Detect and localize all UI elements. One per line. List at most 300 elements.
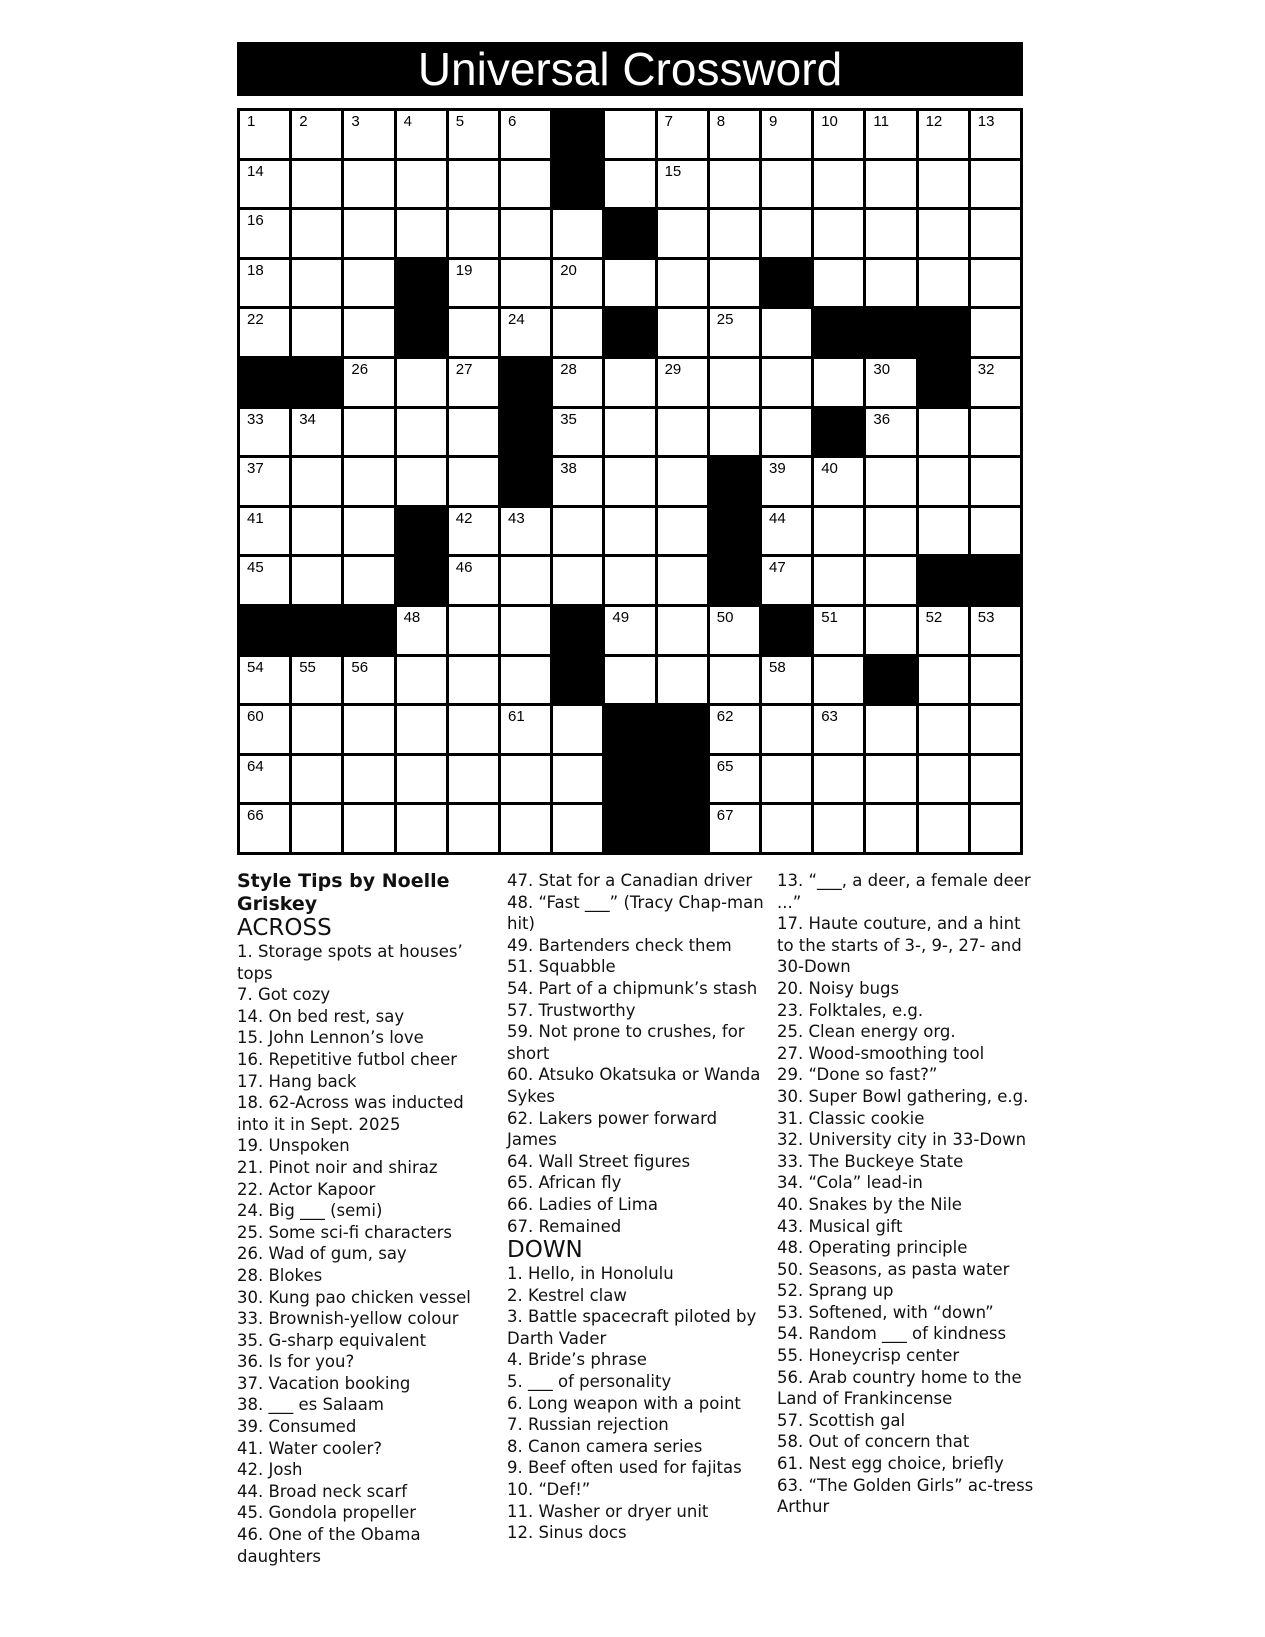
grid-cell[interactable] (971, 756, 1020, 803)
grid-cell[interactable] (344, 458, 393, 505)
grid-cell[interactable] (344, 309, 393, 356)
clue: 40. Snakes by the Nile (777, 1194, 962, 1214)
grid-cell[interactable] (971, 161, 1020, 208)
grid-cell[interactable] (501, 161, 550, 208)
cell-number: 33 (247, 410, 264, 428)
grid-cell[interactable] (553, 210, 602, 257)
grid-cell[interactable] (919, 756, 968, 803)
grid-cell[interactable] (814, 706, 863, 753)
grid-cell[interactable] (919, 706, 968, 753)
grid-cell[interactable] (971, 309, 1020, 356)
grid-cell[interactable] (449, 458, 498, 505)
grid-cell[interactable] (240, 805, 289, 852)
down-clue-list (507, 1263, 769, 1544)
clue: 38. ___ es Salaam (237, 1395, 384, 1415)
grid-cell[interactable] (240, 657, 289, 704)
grid-cell[interactable] (658, 210, 707, 257)
grid-cell[interactable] (658, 260, 707, 307)
grid-cell[interactable] (814, 359, 863, 406)
cell-number: 52 (925, 609, 943, 626)
grid-cell[interactable] (449, 161, 498, 208)
clue: 54. Random ___ of kindness (777, 1324, 1007, 1344)
grid-cell[interactable] (866, 210, 915, 257)
clue: 61. Nest egg choice, briefly (777, 1454, 1004, 1474)
grid-cell[interactable] (449, 557, 498, 604)
grid-cell[interactable] (397, 805, 446, 852)
clue: 8. Canon camera series (507, 1436, 703, 1456)
grid-cell[interactable] (919, 161, 968, 208)
grid-cell[interactable] (866, 706, 915, 753)
grid-cell[interactable] (971, 409, 1020, 456)
clue: 22. Actor Kapoor (237, 1179, 376, 1199)
grid-cell[interactable] (710, 805, 759, 852)
grid-cell[interactable] (292, 458, 341, 505)
grid-cell[interactable] (971, 111, 1020, 158)
grid-cell[interactable] (658, 161, 707, 208)
grid-cell[interactable] (449, 260, 498, 307)
clue: 17. Hang back (237, 1071, 357, 1091)
cell-number: 25 (716, 311, 734, 329)
grid-cell[interactable] (814, 805, 863, 852)
cell-number: 54 (247, 658, 264, 676)
grid-cell[interactable] (553, 260, 602, 307)
grid-cell[interactable] (240, 111, 289, 158)
grid-cell[interactable] (501, 111, 550, 158)
clue: 55. Honeycrisp center (777, 1346, 960, 1366)
cell-number: 40 (821, 460, 838, 478)
clue: 44. Broad neck scarf (237, 1481, 408, 1501)
grid-cell[interactable] (605, 161, 654, 208)
grid-cell[interactable] (240, 756, 289, 803)
clue: 33. The Buckeye State (777, 1151, 964, 1171)
grid-cell[interactable] (814, 607, 863, 654)
grid-cell[interactable] (814, 508, 863, 555)
grid-cell[interactable] (710, 756, 759, 803)
cell-number: 61 (508, 708, 525, 726)
grid-cell[interactable] (292, 210, 341, 257)
grid-cell[interactable] (292, 557, 341, 604)
clue: 30. Kung pao chicken vessel (237, 1287, 471, 1307)
grid-cell[interactable] (971, 706, 1020, 753)
clue: 51. Squabble (507, 957, 616, 977)
grid-cell[interactable] (449, 409, 498, 456)
grid-cell[interactable] (658, 607, 707, 654)
grid-cell[interactable] (866, 508, 915, 555)
cell-number: 14 (247, 162, 264, 180)
crossword-grid (237, 108, 1023, 855)
grid-cell[interactable] (866, 805, 915, 852)
clue: 56. Arab country home to the Land of Frankincense (777, 1367, 1022, 1409)
grid-cell[interactable] (501, 657, 550, 704)
clue: 50. Seasons, as pasta water (777, 1259, 1010, 1279)
grid-cell[interactable] (919, 111, 968, 158)
cell-number: 16 (247, 212, 264, 230)
grid-cell[interactable] (605, 508, 654, 555)
cell-number: 27 (455, 361, 473, 378)
clue: 53. Softened, with “down” (777, 1302, 994, 1322)
grid-cell[interactable] (971, 359, 1020, 406)
clue: 15. John Lennon’s love (237, 1028, 424, 1048)
clue: 54. Part of a chipmunk’s stash (507, 978, 758, 998)
grid-cell[interactable] (449, 657, 498, 704)
clue: 1. Storage spots at houses’ tops (237, 942, 463, 983)
grid-cell[interactable] (240, 309, 289, 356)
grid-cell[interactable] (658, 359, 707, 406)
cell-number: 41 (247, 509, 264, 527)
grid-cell[interactable] (344, 706, 393, 753)
grid-cell[interactable] (553, 458, 602, 505)
clue: 28. Blokes (237, 1265, 323, 1285)
clue: 3. Battle spacecraft piloted by Darth Vader (507, 1307, 757, 1348)
across-clue-list (237, 941, 499, 1567)
grid-cell[interactable] (449, 111, 498, 158)
clue: 65. African fly (507, 1173, 622, 1193)
grid-cell[interactable] (710, 309, 759, 356)
grid-cell[interactable] (449, 706, 498, 753)
grid-cell[interactable] (710, 706, 759, 753)
grid-cell[interactable] (553, 359, 602, 406)
grid-cell[interactable] (919, 210, 968, 257)
clue: 23. Folktales, e.g. (777, 1000, 924, 1020)
clue: 10. “Def!” (507, 1480, 591, 1500)
clue: 25. Clean energy org. (777, 1022, 956, 1042)
cell-number: 5 (455, 113, 465, 130)
grid-cell[interactable] (449, 210, 498, 257)
clue: 20. Noisy bugs (777, 978, 900, 998)
clue: 33. Brownish-yellow colour (237, 1309, 459, 1329)
grid-cell[interactable] (344, 359, 393, 406)
grid-cell[interactable] (658, 111, 707, 158)
grid-cell[interactable] (344, 805, 393, 852)
grid-cell[interactable] (710, 111, 759, 158)
clue: 24. Big ___ (semi) (237, 1201, 383, 1221)
grid-cell[interactable] (919, 657, 968, 704)
grid-cell[interactable] (866, 111, 915, 158)
grid-cell[interactable] (397, 210, 446, 257)
grid-cell[interactable] (449, 756, 498, 803)
grid-cell[interactable] (240, 458, 289, 505)
grid-cell[interactable] (605, 111, 654, 158)
cell-number: 62 (716, 708, 734, 726)
grid-cell[interactable] (501, 805, 550, 852)
grid-cell[interactable] (866, 260, 915, 307)
grid-cell[interactable] (814, 161, 863, 208)
grid-cell[interactable] (449, 359, 498, 406)
clue-column-1 (237, 870, 499, 1567)
grid-cell[interactable] (397, 657, 446, 704)
grid-cell[interactable] (971, 210, 1020, 257)
grid-cell[interactable] (344, 508, 393, 555)
grid-cell[interactable] (866, 161, 915, 208)
clue: 7. Russian rejection (507, 1415, 669, 1435)
grid-cell[interactable] (344, 260, 393, 307)
grid-cell[interactable] (397, 607, 446, 654)
grid-cell[interactable] (658, 409, 707, 456)
clue: 27. Wood-smoothing tool (777, 1043, 985, 1063)
grid-cell[interactable] (240, 409, 289, 456)
cell-number: 56 (351, 658, 369, 676)
clue: 1. Hello, in Honolulu (507, 1264, 674, 1284)
clue: 2. Kestrel claw (507, 1285, 627, 1305)
clue: 67. Remained (507, 1216, 622, 1236)
clue: 66. Ladies of Lima (507, 1194, 658, 1214)
clue: 64. Wall Street figures (507, 1151, 691, 1171)
grid-cell[interactable] (762, 409, 811, 456)
grid-cell[interactable] (605, 458, 654, 505)
grid-cell[interactable] (397, 161, 446, 208)
grid-cell[interactable] (971, 458, 1020, 505)
grid-cell[interactable] (501, 210, 550, 257)
clue: 11. Washer or dryer unit (507, 1501, 709, 1521)
cell-number: 29 (664, 361, 682, 378)
cell-number: 1 (247, 113, 256, 130)
grid-cell[interactable] (553, 508, 602, 555)
grid-cell[interactable] (919, 409, 968, 456)
grid-cell[interactable] (344, 161, 393, 208)
grid-cell[interactable] (240, 706, 289, 753)
grid-cell[interactable] (501, 309, 550, 356)
grid-cell[interactable] (344, 557, 393, 604)
clue: 6. Long weapon with a point (507, 1393, 741, 1413)
grid-cell[interactable] (710, 260, 759, 307)
puzzle-title: Universal Crossword (237, 42, 1023, 96)
grid-cell[interactable] (501, 260, 550, 307)
grid-cell[interactable] (240, 260, 289, 307)
grid-cell[interactable] (710, 161, 759, 208)
grid-cell[interactable] (501, 557, 550, 604)
grid-cell[interactable] (344, 409, 393, 456)
grid-cell[interactable] (292, 508, 341, 555)
cell-number: 44 (769, 509, 786, 527)
grid-cell[interactable] (397, 458, 446, 505)
cell-number: 24 (508, 311, 525, 329)
grid-cell[interactable] (971, 508, 1020, 555)
down-heading: DOWN (507, 1237, 583, 1264)
grid-cell[interactable] (501, 706, 550, 753)
clue: 37. Vacation booking (237, 1373, 411, 1393)
grid-cell[interactable] (866, 607, 915, 654)
grid-cell[interactable] (762, 210, 811, 257)
grid-cell[interactable] (971, 607, 1020, 654)
grid-cell[interactable] (814, 210, 863, 257)
cell-number: 32 (977, 361, 995, 378)
grid-cell[interactable] (762, 756, 811, 803)
grid-cell[interactable] (919, 805, 968, 852)
grid-cell[interactable] (658, 458, 707, 505)
cell-number: 67 (716, 807, 734, 825)
grid-cell[interactable] (866, 458, 915, 505)
grid-cell[interactable] (605, 359, 654, 406)
grid-cell[interactable] (344, 210, 393, 257)
cell-number: 13 (977, 113, 995, 130)
across-clue-list-continued (507, 870, 769, 1237)
grid-cell[interactable] (605, 409, 654, 456)
cell-number: 64 (247, 757, 264, 775)
cell-number: 34 (299, 410, 316, 428)
style-tips-title: Style Tips by Noelle Griskey (237, 870, 450, 915)
grid-cell[interactable] (397, 359, 446, 406)
cell-number: 60 (247, 708, 264, 726)
clue: 41. Water cooler? (237, 1438, 383, 1458)
cell-number: 15 (664, 162, 682, 180)
cell-number: 48 (403, 609, 421, 626)
grid-cell[interactable] (605, 607, 654, 654)
clue: 39. Consumed (237, 1417, 357, 1437)
grid-cell[interactable] (553, 557, 602, 604)
cell-number: 53 (977, 609, 995, 626)
grid-cell[interactable] (814, 657, 863, 704)
grid-cell[interactable] (919, 260, 968, 307)
cell-number: 11 (873, 113, 889, 130)
cell-number: 20 (560, 261, 577, 279)
cell-number: 10 (821, 113, 838, 130)
grid-cell[interactable] (658, 557, 707, 604)
cell-number: 43 (508, 509, 525, 527)
grid-cell[interactable] (814, 260, 863, 307)
grid-cell[interactable] (344, 756, 393, 803)
grid-cell[interactable] (971, 805, 1020, 852)
clue: 48. Operating principle (777, 1238, 968, 1258)
grid-cell[interactable] (292, 161, 341, 208)
cell-number: 49 (612, 609, 630, 626)
grid-cell[interactable] (292, 409, 341, 456)
grid-cell[interactable] (397, 756, 446, 803)
cell-number: 45 (247, 559, 264, 577)
clue-column-3 (777, 870, 1039, 1518)
grid-cell[interactable] (866, 359, 915, 406)
grid-cell[interactable] (553, 756, 602, 803)
grid-cell[interactable] (397, 409, 446, 456)
clue: 7. Got cozy (237, 985, 331, 1005)
grid-cell[interactable] (240, 508, 289, 555)
grid-cell[interactable] (658, 508, 707, 555)
grid-cell[interactable] (397, 111, 446, 158)
grid-cell[interactable] (553, 409, 602, 456)
grid-cell[interactable] (240, 557, 289, 604)
grid-cell[interactable] (292, 260, 341, 307)
grid-cell[interactable] (449, 309, 498, 356)
cell-number: 19 (455, 261, 473, 279)
clue: 9. Beef often used for fajitas (507, 1458, 742, 1478)
grid-cell[interactable] (866, 557, 915, 604)
grid-cell[interactable] (919, 458, 968, 505)
cell-number: 51 (821, 609, 838, 626)
grid-cell[interactable] (553, 309, 602, 356)
grid-cell[interactable] (658, 309, 707, 356)
grid-cell[interactable] (449, 508, 498, 555)
grid-cell[interactable] (344, 111, 393, 158)
grid-cell[interactable] (240, 210, 289, 257)
cell-number: 58 (769, 658, 786, 676)
clue: 62. Lakers power forward James (507, 1108, 718, 1150)
grid-cell[interactable] (292, 706, 341, 753)
grid-cell[interactable] (814, 458, 863, 505)
grid-cell[interactable] (449, 805, 498, 852)
grid-cell[interactable] (762, 557, 811, 604)
clue: 63. “The Golden Girls” ac-tress Arthur (777, 1475, 1034, 1517)
clue: 35. G-sharp equivalent (237, 1330, 427, 1350)
grid-cell[interactable] (710, 657, 759, 704)
grid-cell[interactable] (292, 111, 341, 158)
grid-cell[interactable] (292, 657, 341, 704)
grid-cell[interactable] (762, 161, 811, 208)
grid-cell[interactable] (501, 607, 550, 654)
grid-cell[interactable] (762, 508, 811, 555)
grid-cell[interactable] (605, 260, 654, 307)
grid-cell[interactable] (814, 557, 863, 604)
cell-number: 9 (769, 113, 778, 130)
grid-cell[interactable] (344, 657, 393, 704)
clue: 26. Wad of gum, say (237, 1244, 407, 1264)
grid-cell[interactable] (762, 111, 811, 158)
grid-cell[interactable] (710, 409, 759, 456)
cell-number: 46 (455, 559, 473, 577)
clue: 36. Is for you? (237, 1352, 355, 1372)
grid-cell[interactable] (553, 805, 602, 852)
grid-cell[interactable] (814, 756, 863, 803)
cell-number: 65 (716, 757, 734, 775)
grid-cell[interactable] (292, 756, 341, 803)
grid-cell[interactable] (762, 805, 811, 852)
cell-number: 63 (821, 708, 838, 726)
cell-number: 38 (560, 460, 577, 478)
grid-cell[interactable] (762, 309, 811, 356)
grid-cell[interactable] (814, 111, 863, 158)
clue: 58. Out of concern that (777, 1432, 970, 1452)
grid-cell[interactable] (605, 557, 654, 604)
grid-cell[interactable] (658, 657, 707, 704)
grid-cell[interactable] (710, 359, 759, 406)
grid-cell[interactable] (762, 657, 811, 704)
grid-cell[interactable] (292, 805, 341, 852)
grid-cell[interactable] (605, 657, 654, 704)
clue: 47. Stat for a Canadian driver (507, 871, 753, 890)
grid-cell[interactable] (971, 260, 1020, 307)
grid-cell[interactable] (292, 309, 341, 356)
cell-number: 50 (716, 609, 734, 626)
clue: 16. Repetitive futbol cheer (237, 1049, 458, 1069)
grid-cell[interactable] (449, 607, 498, 654)
cell-number: 47 (769, 559, 786, 577)
grid-cell[interactable] (762, 458, 811, 505)
grid-cell[interactable] (710, 210, 759, 257)
grid-cell[interactable] (501, 508, 550, 555)
clue: 43. Musical gift (777, 1216, 903, 1236)
grid-cell[interactable] (501, 756, 550, 803)
grid-cell[interactable] (971, 657, 1020, 704)
down-clue-list-continued (777, 870, 1039, 1518)
grid-cell[interactable] (762, 359, 811, 406)
grid-cell[interactable] (866, 756, 915, 803)
clue: 25. Some sci-fi characters (237, 1222, 452, 1242)
grid-cell[interactable] (240, 161, 289, 208)
cell-number: 28 (560, 361, 577, 378)
grid-cell[interactable] (710, 607, 759, 654)
grid-cell[interactable] (762, 706, 811, 753)
clue: 13. “___, a deer, a female deer ...” (777, 871, 1031, 912)
grid-cell[interactable] (397, 706, 446, 753)
cell-number: 2 (299, 113, 308, 130)
clue: 29. “Done so fast?” (777, 1065, 938, 1085)
cell-number: 18 (247, 261, 264, 279)
grid-cell[interactable] (919, 607, 968, 654)
cell-number: 8 (716, 113, 726, 130)
clue: 30. Super Bowl gathering, e.g. (777, 1086, 1029, 1106)
grid-cell[interactable] (919, 508, 968, 555)
cell-number: 36 (873, 410, 891, 428)
grid-cell[interactable] (553, 706, 602, 753)
grid-cell[interactable] (866, 409, 915, 456)
